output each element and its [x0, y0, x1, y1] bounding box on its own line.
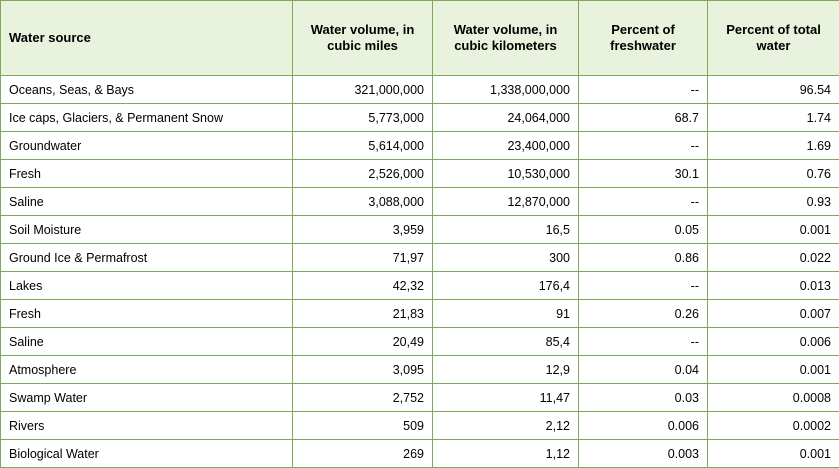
- cell-volume-cubic-miles: 42,32: [293, 272, 433, 300]
- cell-water-source: Groundwater: [1, 132, 293, 160]
- cell-percent-of-total-water: 0.001: [708, 216, 839, 244]
- cell-volume-cubic-miles: 321,000,000: [293, 76, 433, 104]
- table-row: [1, 132, 839, 160]
- cell-percent-of-freshwater: 0.05: [579, 216, 708, 244]
- cell-volume-cubic-miles: 71,97: [293, 244, 433, 272]
- table-row: [1, 300, 839, 328]
- table-row: [1, 440, 839, 468]
- table-row: [1, 188, 839, 216]
- cell-water-source: Saline: [1, 188, 293, 216]
- cell-percent-of-total-water: 0.022: [708, 244, 839, 272]
- cell-volume-cubic-kilometers: 24,064,000: [433, 104, 579, 132]
- cell-volume-cubic-miles: 3,095: [293, 356, 433, 384]
- table-row: [1, 160, 839, 188]
- cell-percent-of-total-water: 0.006: [708, 328, 839, 356]
- cell-percent-of-total-water: 0.0002: [708, 412, 839, 440]
- cell-percent-of-freshwater: --: [579, 76, 708, 104]
- cell-water-source: Soil Moisture: [1, 216, 293, 244]
- cell-volume-cubic-miles: 5,773,000: [293, 104, 433, 132]
- cell-percent-of-freshwater: 0.26: [579, 300, 708, 328]
- cell-water-source: Oceans, Seas, & Bays: [1, 76, 293, 104]
- cell-water-source: Fresh: [1, 160, 293, 188]
- cell-water-source: Rivers: [1, 412, 293, 440]
- table-row: [1, 104, 839, 132]
- cell-percent-of-total-water: 1.74: [708, 104, 839, 132]
- table-row: [1, 384, 839, 412]
- cell-water-source: Lakes: [1, 272, 293, 300]
- cell-volume-cubic-miles: 21,83: [293, 300, 433, 328]
- table-row: [1, 244, 839, 272]
- cell-percent-of-total-water: 0.76: [708, 160, 839, 188]
- table-header-row: [1, 1, 839, 76]
- table-header: [1, 1, 839, 76]
- cell-percent-of-total-water: 1.69: [708, 132, 839, 160]
- cell-volume-cubic-kilometers: 85,4: [433, 328, 579, 356]
- cell-percent-of-freshwater: 68.7: [579, 104, 708, 132]
- cell-percent-of-total-water: 0.001: [708, 356, 839, 384]
- cell-volume-cubic-miles: 2,526,000: [293, 160, 433, 188]
- cell-volume-cubic-miles: 509: [293, 412, 433, 440]
- cell-percent-of-freshwater: --: [579, 188, 708, 216]
- cell-percent-of-freshwater: 30.1: [579, 160, 708, 188]
- cell-percent-of-freshwater: 0.86: [579, 244, 708, 272]
- column-header-percent-of-total-water: Percent of total water: [708, 1, 839, 76]
- cell-volume-cubic-miles: 269: [293, 440, 433, 468]
- column-header-volume-cubic-miles: Water volume, in cubic miles: [293, 1, 433, 76]
- cell-water-source: Atmosphere: [1, 356, 293, 384]
- table-row: [1, 412, 839, 440]
- cell-volume-cubic-kilometers: 91: [433, 300, 579, 328]
- cell-percent-of-freshwater: 0.006: [579, 412, 708, 440]
- cell-volume-cubic-miles: 2,752: [293, 384, 433, 412]
- cell-water-source: Swamp Water: [1, 384, 293, 412]
- cell-percent-of-freshwater: 0.03: [579, 384, 708, 412]
- cell-water-source: Fresh: [1, 300, 293, 328]
- cell-water-source: Biological Water: [1, 440, 293, 468]
- cell-volume-cubic-kilometers: 1,338,000,000: [433, 76, 579, 104]
- table-row: [1, 328, 839, 356]
- cell-percent-of-freshwater: --: [579, 328, 708, 356]
- cell-percent-of-freshwater: --: [579, 132, 708, 160]
- cell-water-source: Ice caps, Glaciers, & Permanent Snow: [1, 104, 293, 132]
- cell-volume-cubic-miles: 5,614,000: [293, 132, 433, 160]
- table-row: [1, 216, 839, 244]
- cell-volume-cubic-miles: 3,959: [293, 216, 433, 244]
- column-header-volume-cubic-kilometers: Water volume, in cubic kilometers: [433, 1, 579, 76]
- cell-volume-cubic-kilometers: 300: [433, 244, 579, 272]
- cell-percent-of-total-water: 0.0008: [708, 384, 839, 412]
- column-header-water-source: Water source: [1, 1, 293, 76]
- cell-percent-of-total-water: 0.001: [708, 440, 839, 468]
- cell-percent-of-freshwater: 0.04: [579, 356, 708, 384]
- table-row: [1, 272, 839, 300]
- column-header-percent-of-freshwater: Percent of freshwater: [579, 1, 708, 76]
- cell-water-source: Ground Ice & Permafrost: [1, 244, 293, 272]
- table-row: [1, 76, 839, 104]
- cell-volume-cubic-miles: 3,088,000: [293, 188, 433, 216]
- cell-volume-cubic-kilometers: 176,4: [433, 272, 579, 300]
- cell-percent-of-total-water: 96.54: [708, 76, 839, 104]
- cell-volume-cubic-kilometers: 2,12: [433, 412, 579, 440]
- table-body: [1, 76, 839, 468]
- cell-percent-of-freshwater: 0.003: [579, 440, 708, 468]
- cell-percent-of-total-water: 0.013: [708, 272, 839, 300]
- cell-volume-cubic-kilometers: 12,870,000: [433, 188, 579, 216]
- cell-volume-cubic-kilometers: 16,5: [433, 216, 579, 244]
- table-row: [1, 356, 839, 384]
- cell-volume-cubic-miles: 20,49: [293, 328, 433, 356]
- cell-percent-of-freshwater: --: [579, 272, 708, 300]
- cell-volume-cubic-kilometers: 10,530,000: [433, 160, 579, 188]
- cell-volume-cubic-kilometers: 1,12: [433, 440, 579, 468]
- cell-volume-cubic-kilometers: 11,47: [433, 384, 579, 412]
- cell-water-source: Saline: [1, 328, 293, 356]
- cell-volume-cubic-kilometers: 23,400,000: [433, 132, 579, 160]
- cell-volume-cubic-kilometers: 12,9: [433, 356, 579, 384]
- cell-percent-of-total-water: 0.007: [708, 300, 839, 328]
- cell-percent-of-total-water: 0.93: [708, 188, 839, 216]
